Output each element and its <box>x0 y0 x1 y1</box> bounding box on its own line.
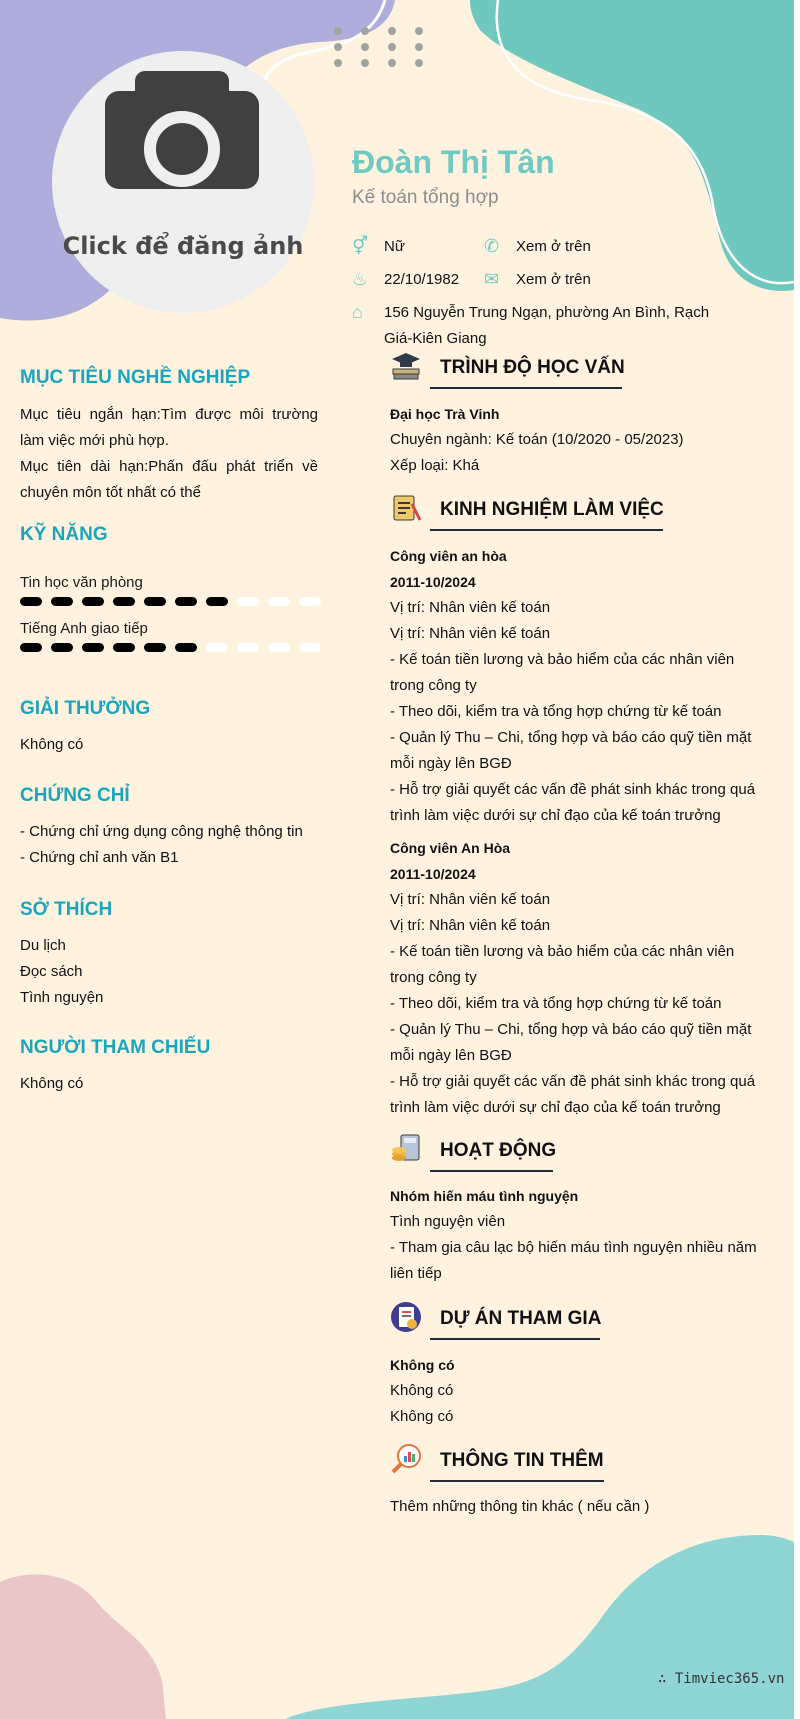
education-major: Chuyên ngành: Kế toán (10/2020 - 05/2023) <box>390 431 684 448</box>
gender-value: Nữ <box>384 238 405 255</box>
job-period: 2011-10/2024 <box>390 574 476 590</box>
certificate-item: - Chứng chỉ ứng dụng công nghệ thông tin <box>20 823 303 840</box>
skill-dash-empty <box>268 597 290 606</box>
activity-org: Nhóm hiến máu tình nguyện <box>390 1188 579 1204</box>
project-name: Không có <box>390 1357 455 1373</box>
section-underline <box>430 1338 600 1340</box>
awards-heading: GIẢI THƯỞNG <box>20 698 151 719</box>
skill-dash-filled <box>51 597 73 606</box>
skill-dash-empty <box>299 597 321 606</box>
phone-value: Xem ở trên <box>516 238 591 255</box>
skill-dash-filled <box>175 597 197 606</box>
skill-dash-empty <box>237 597 259 606</box>
project-detail: Không có <box>390 1408 454 1425</box>
job-detail: Vị trí: Nhân viên kế toán <box>390 917 551 934</box>
skill-level-bar <box>20 643 320 653</box>
project-detail: Không có <box>390 1382 454 1399</box>
school-name: Đại học Trà Vinh <box>390 406 500 422</box>
email-icon: ✉ <box>484 269 500 289</box>
job-detail: - Hỗ trợ giải quyết các vấn đề phát sinh khác trong quá trình làm việc dưới sự chỉ đạo của kế toán trưởng <box>390 1073 756 1116</box>
extra-info-heading: THÔNG TIN THÊM <box>440 1450 604 1471</box>
experience-heading: KINH NGHIỆM LÀM VIỆC <box>440 499 664 520</box>
job-detail: - Kế toán tiền lương và bảo hiểm của các nhân viên trong công ty <box>390 943 735 986</box>
birthday-cake-icon: ♨ <box>352 269 369 289</box>
job-detail: Vị trí: Nhân viên kế toán <box>390 599 551 616</box>
magnifier-chart-icon <box>390 1443 422 1475</box>
skill-dash-filled <box>206 597 228 606</box>
objective-short-term: Mục tiêu ngắn hạn:Tìm được môi trường làm việc mới phù hợp. <box>20 406 318 449</box>
education-rank: Xếp loại: Khá <box>390 457 480 474</box>
job-period: 2011-10/2024 <box>390 866 476 882</box>
address-line-2: Giá-Kiên Giang <box>384 330 487 347</box>
activities-body <box>390 1183 770 1287</box>
job-detail: - Theo dõi, kiểm tra và tổng hợp chứng từ kế toán <box>390 995 722 1012</box>
activity-role: Tình nguyện viên <box>390 1213 506 1230</box>
avatar-upload[interactable] <box>52 51 314 313</box>
skill-dash-filled <box>113 597 135 606</box>
activities-heading: HOẠT ĐỘNG <box>440 1140 557 1161</box>
hobbies-heading: SỞ THÍCH <box>20 899 113 920</box>
skill-name: Tin học văn phòng <box>20 574 143 591</box>
clipboard-tools-icon <box>390 492 422 524</box>
skill-dash-filled <box>20 643 42 652</box>
skill-dash-empty <box>268 643 290 652</box>
job-title: Kế toán tổng hợp <box>352 187 499 208</box>
job-detail: - Quản lý Thu – Chi, tổng hợp và báo cáo quỹ tiền mặt mỗi ngày lên BGĐ <box>390 1021 752 1064</box>
email-value: Xem ở trên <box>516 271 591 288</box>
experience-job <box>390 543 770 829</box>
section-underline <box>430 387 622 389</box>
extra-info-text: Thêm những thông tin khác ( nếu cần ) <box>390 1498 650 1515</box>
experience-job <box>390 835 770 1121</box>
references-heading: NGƯỜI THAM CHIẾU <box>20 1037 211 1058</box>
graduation-cap-icon <box>390 350 422 382</box>
education-heading: TRÌNH ĐỘ HỌC VẤN <box>440 357 625 378</box>
watermark-text: Timviec365.vn <box>674 1671 785 1687</box>
address-line-1: 156 Nguyễn Trung Ngạn, phường An Bình, Rạch <box>384 304 710 321</box>
hobbies-list <box>20 933 318 1011</box>
skills-heading: KỸ NĂNG <box>20 524 108 545</box>
job-detail: Vị trí: Nhân viên kế toán <box>390 891 551 908</box>
skill-dash-filled <box>144 643 166 652</box>
skill-dash-filled <box>175 643 197 652</box>
projects-heading: DỰ ÁN THAM GIA <box>440 1308 602 1329</box>
certificates-list <box>20 819 318 871</box>
camera-lens <box>144 111 220 187</box>
skill-dash-empty <box>206 643 228 652</box>
section-underline <box>430 1480 604 1482</box>
skill-level-bar <box>20 597 320 607</box>
skill-dash-empty <box>299 643 321 652</box>
skill-dash-empty <box>237 643 259 652</box>
certificates-heading: CHỨNG CHỈ <box>20 785 130 806</box>
skill-dash-filled <box>20 597 42 606</box>
skill-dash-filled <box>51 643 73 652</box>
skill-dash-filled <box>82 643 104 652</box>
objective-heading: MỤC TIÊU NGHỀ NGHIỆP <box>20 367 251 388</box>
calculator-coins-icon <box>390 1132 422 1164</box>
hobby-item: Đọc sách <box>20 963 83 980</box>
objective-long-term: Mục tiên dài hạn:Phấn đấu phát triển về chuyên môn tốt nhất có thể <box>20 458 318 501</box>
watermark <box>658 1671 784 1687</box>
job-detail: - Kế toán tiền lương và bảo hiểm của các nhân viên trong công ty <box>390 651 735 694</box>
candidate-name: Đoàn Thị Tân <box>352 144 555 180</box>
job-detail: - Hỗ trợ giải quyết các vấn đề phát sinh khác trong quá trình làm việc dưới sự chỉ đạo của kế toán trưởng <box>390 781 756 824</box>
skill-dash-filled <box>82 597 104 606</box>
job-detail: - Quản lý Thu – Chi, tổng hợp và báo cáo quỹ tiền mặt mỗi ngày lên BGĐ <box>390 729 752 772</box>
education-body <box>390 401 770 479</box>
company-name: Công viên an hòa <box>390 548 507 564</box>
objective-text <box>20 402 318 506</box>
skill-dash-filled <box>113 643 135 652</box>
skill-name: Tiếng Anh giao tiếp <box>20 620 148 637</box>
hobby-item: Du lịch <box>20 937 66 954</box>
section-underline <box>430 1170 553 1172</box>
hobby-item: Tình nguyện <box>20 989 104 1006</box>
section-underline <box>430 529 663 531</box>
skill-dash-filled <box>144 597 166 606</box>
activity-desc: - Tham gia câu lạc bộ hiến máu tình nguyện nhiều năm liên tiếp <box>390 1239 757 1282</box>
job-detail: Vị trí: Nhân viên kế toán <box>390 625 551 642</box>
phone-icon: ✆ <box>484 236 500 256</box>
company-name: Công viên An Hòa <box>390 840 511 856</box>
gender-icon: ⚥ <box>352 236 369 256</box>
projects-body <box>390 1352 770 1430</box>
references-text: Không có <box>20 1075 84 1092</box>
job-detail: - Theo dõi, kiểm tra và tổng hợp chứng từ kế toán <box>390 703 722 720</box>
birthday-value: 22/10/1982 <box>384 271 460 288</box>
project-document-icon <box>390 1301 422 1333</box>
watermark-icon: ∴ <box>658 1671 675 1687</box>
photo-upload-label[interactable]: Click để đăng ảnh <box>62 232 304 260</box>
certificate-item: - Chứng chỉ anh văn B1 <box>20 849 179 866</box>
awards-text: Không có <box>20 736 84 753</box>
home-icon: ⌂ <box>352 302 363 322</box>
